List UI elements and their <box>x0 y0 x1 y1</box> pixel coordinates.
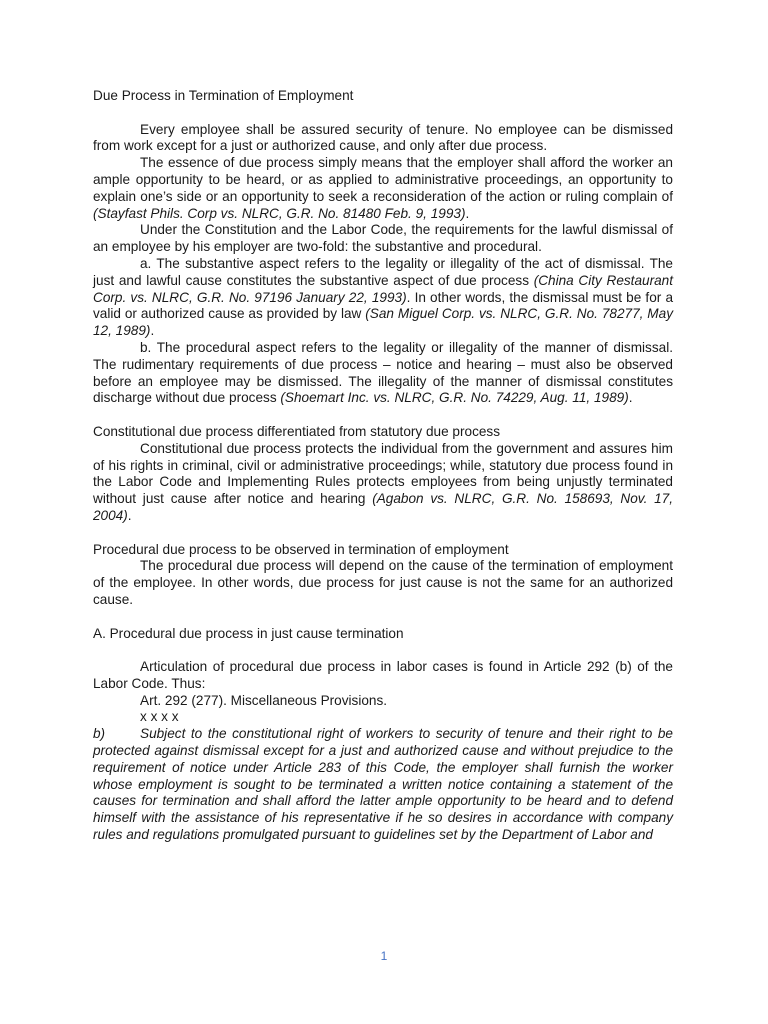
document-title: Due Process in Termination of Employment <box>93 88 354 103</box>
ellipsis: x x x x <box>140 709 179 725</box>
punctuation: . <box>628 390 633 406</box>
section-heading-constitutional-vs-statutory: Constitutional due process differentiated from statutory due process <box>93 423 501 439</box>
quoted-provision <box>93 726 673 844</box>
punctuation: . <box>465 205 470 221</box>
paragraph-two-fold-requirements: Under the Constitution and the Labor Code, the requirements for the lawful dismissal of an employee by his employer are two-fold: the substantive and procedural. <box>93 222 673 255</box>
paragraph-procedural-aspect <box>93 340 673 407</box>
paragraph-essence-of-due-process <box>93 155 673 222</box>
paragraph-article-292: Articulation of procedural due process in labor cases is found in Article 292 (b) of the Labor Code. Thus: <box>93 659 673 691</box>
spacer <box>93 525 673 542</box>
case-citation: (China City Restaurant Corp. vs. NLRC, G.R. No. 97196 January 22, 1993) <box>93 272 674 305</box>
paragraph-security-of-tenure: Every employee shall be assured security of tenure. No employee can be dismissed from work except for a just or authorized cause, and only after due process. <box>93 121 673 154</box>
spacer <box>93 407 673 424</box>
punctuation: . <box>150 323 155 339</box>
section-heading-procedural-due-process: Procedural due process to be observed in termination of employment <box>93 541 509 557</box>
paragraph-text: a. The substantive aspect refers to the legality or illegality of the act of dismissal. The just and lawful cause constitutes the substantive aspect of due process <box>93 255 673 288</box>
paragraph-constitutional-vs-statutory <box>93 441 673 525</box>
spacer <box>93 609 673 626</box>
paragraph-text: b. The procedural aspect refers to the legality or illegality of the manner of dismissal. The rudimentary requirements of due process – notice and hearing – must also be observed before an employee may be dismissed. The illegality of the manner of dismissal constitutes discharge without due process <box>93 339 673 406</box>
case-citation: (Shoemart Inc. vs. NLRC, G.R. No. 74229, Aug. 11, 1989) <box>280 390 629 406</box>
case-citation: (San Miguel Corp. vs. NLRC, G.R. No. 78277, May 12, 1989) <box>93 306 673 339</box>
paragraph-text: The essence of due process simply means that the employer shall afford the worker an ample opportunity to be heard, or as applied to administrative proceedings, an opportunity to explain one’s side or an opportunity to seek a reconsideration of the action or ruling complain of <box>93 155 673 204</box>
quote-label: b) <box>93 726 106 742</box>
spacer <box>93 642 673 659</box>
page-number: 1 <box>380 949 388 963</box>
paragraph-text: . In other words, the dismissal must be for a valid or authorized cause as provided by law <box>93 289 674 322</box>
case-citation: (Agabon vs. NLRC, G.R. No. 158693, Nov. 17, 2004) <box>93 491 673 523</box>
paragraph-text: Constitutional due process protects the individual from the government and assures him of his rights in criminal, civil or administrative proceedings; while, statutory due process found in the Labor Code and Implementing Rules protects employees from being unjustly terminated without just cause after notice and hearing <box>93 440 673 507</box>
paragraph-procedural-due-process: The procedural due process will depend on the cause of the termination of employment of the employee. In other words, due process for just cause is not the same for an authorized cause. <box>93 558 673 607</box>
article-title: Art. 292 (277). Miscellaneous Provisions. <box>140 692 388 708</box>
punctuation: . <box>127 507 132 523</box>
spacer <box>93 105 673 122</box>
paragraph-substantive-aspect <box>93 256 673 340</box>
section-heading-just-cause-termination: A. Procedural due process in just cause termination <box>93 625 404 641</box>
document-body <box>93 88 673 844</box>
quote-text: Subject to the constitutional right of workers to security of tenure and their right to be protected against dismissal except for a just and authorized cause and without prejudice to the requirement of notice under Article 283 of this Code, the employer shall furnish the worker whose employment is sought to be terminated a written notice containing a statement of the causes for termination and shall afford the latter ample opportunity to be heard and to defend himself with the assistance of his representative if he so desires in accordance with company rules and regulations promulgated pursuant to guidelines set by the Department of Labor and <box>93 726 673 843</box>
case-citation: (Stayfast Phils. Corp vs. NLRC, G.R. No. 81480 Feb. 9, 1993) <box>93 205 466 221</box>
